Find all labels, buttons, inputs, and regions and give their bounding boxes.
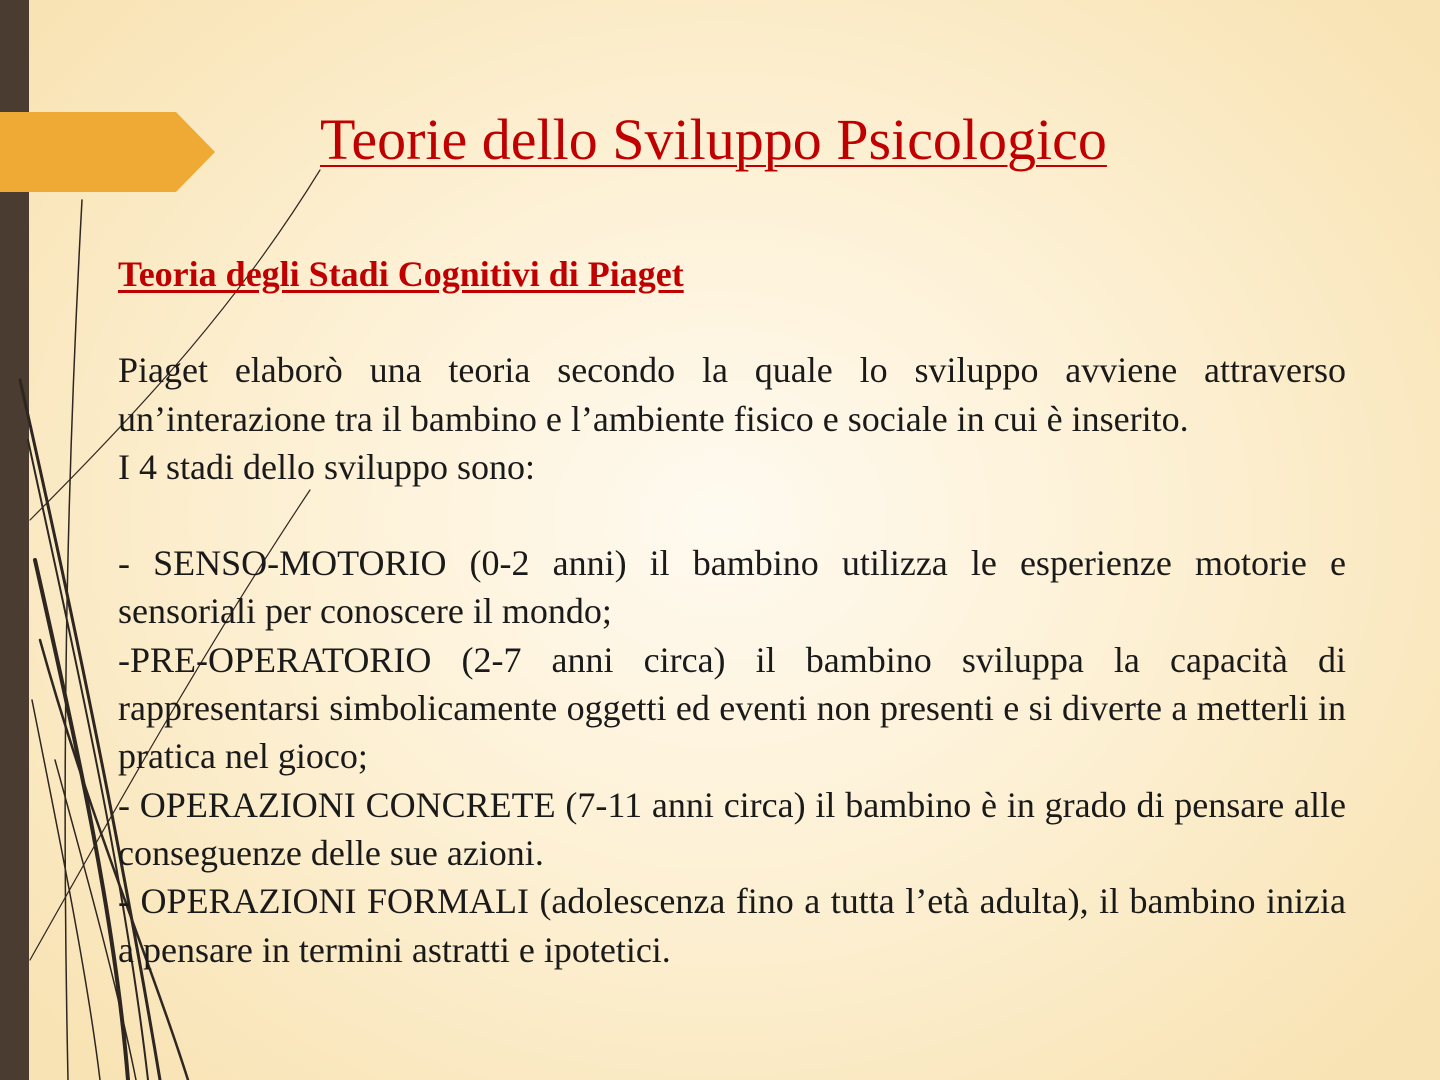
slide-content bbox=[118, 250, 1346, 974]
stages-list bbox=[118, 539, 1346, 974]
slide-title: Teorie dello Sviluppo Psicologico bbox=[320, 107, 1107, 172]
stage-item-pre-operatorio: -PRE-OPERATORIO (2-7 anni circa) il bambino sviluppa la capacità di rappresentarsi simbolicamente oggetti ed eventi non presenti e si diverte a metterli in pratica nel gioco; bbox=[118, 639, 1346, 777]
orange-arrow-tab bbox=[0, 112, 215, 192]
section-subtitle: Teoria degli Stadi Cognitivi di Piaget bbox=[118, 254, 684, 294]
stage-item-operazioni-concrete: - OPERAZIONI CONCRETE (7-11 anni circa) il bambino è in grado di pensare alle conseguenze delle sue azioni. bbox=[118, 784, 1346, 873]
intro-paragraph: Piaget elaborò una teoria secondo la quale lo sviluppo avviene attraverso un’interazione tra il bambino e l’ambiente fisico e sociale in cui è inserito. bbox=[118, 350, 1346, 439]
stages-heading: I 4 stadi dello sviluppo sono: bbox=[118, 446, 535, 487]
stage-item-senso-motorio: - SENSO-MOTORIO (0-2 anni) il bambino utilizza le esperienze motorie e sensoriali per conoscere il mondo; bbox=[118, 543, 1346, 632]
stage-item-operazioni-formali: - OPERAZIONI FORMALI (adolescenza fino a tutta l’età adulta), il bambino inizia a pensare in termini astratti e ipotetici. bbox=[118, 881, 1346, 970]
